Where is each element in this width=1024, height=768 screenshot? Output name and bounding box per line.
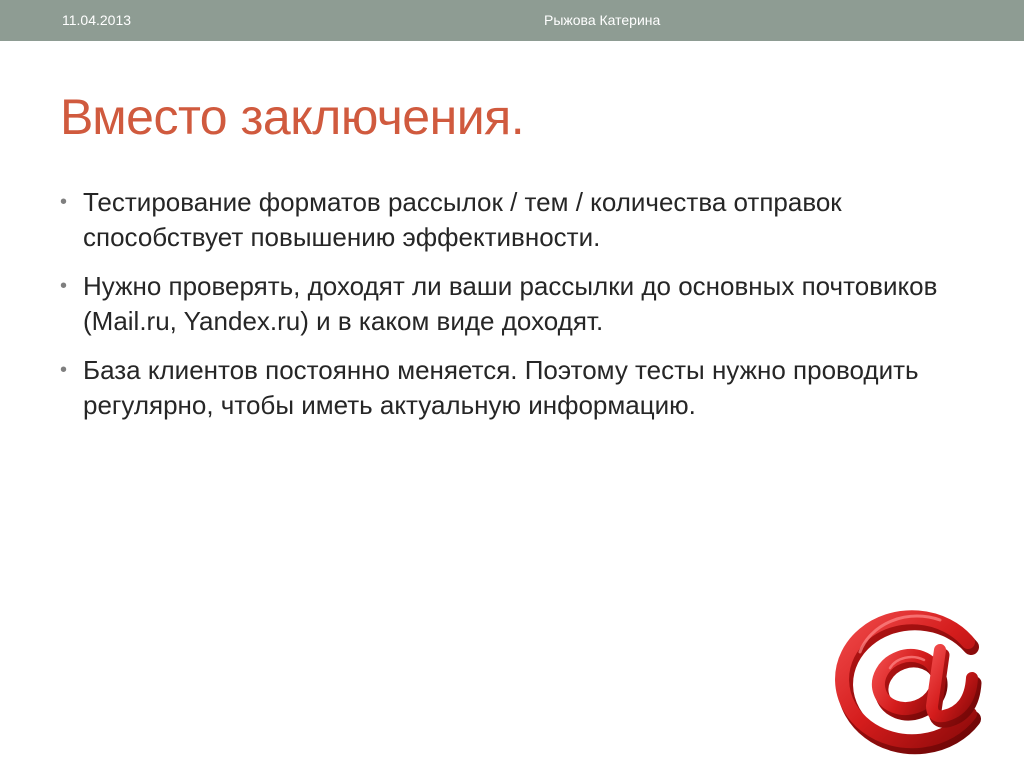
slide-title: Вместо заключения. xyxy=(60,89,525,145)
header-author: Рыжова Катерина xyxy=(544,12,661,28)
bullet-text: Тестирование форматов рассылок / тем / количества отправок способствует повышению эффективности. xyxy=(83,187,842,252)
bullet-mark: • xyxy=(60,359,68,381)
bullet-item xyxy=(60,185,940,255)
at-sign-3d-icon xyxy=(820,602,990,762)
bullet-mark: • xyxy=(60,191,68,213)
bullet-item xyxy=(60,269,940,339)
bullet-mark: • xyxy=(60,275,68,297)
bullet-list xyxy=(60,185,940,437)
header-date: 11.04.2013 xyxy=(62,12,132,28)
bullet-text: Нужно проверять, доходят ли ваши рассылки до основных почтовиков (Mail.ru, Yandex.ru) и в каком виде доходят. xyxy=(83,271,938,336)
bullet-text: База клиентов постоянно меняется. Поэтому тесты нужно проводить регулярно, чтобы иметь актуальную информацию. xyxy=(83,355,919,420)
header-bar xyxy=(0,0,1024,41)
bullet-item xyxy=(60,353,940,423)
